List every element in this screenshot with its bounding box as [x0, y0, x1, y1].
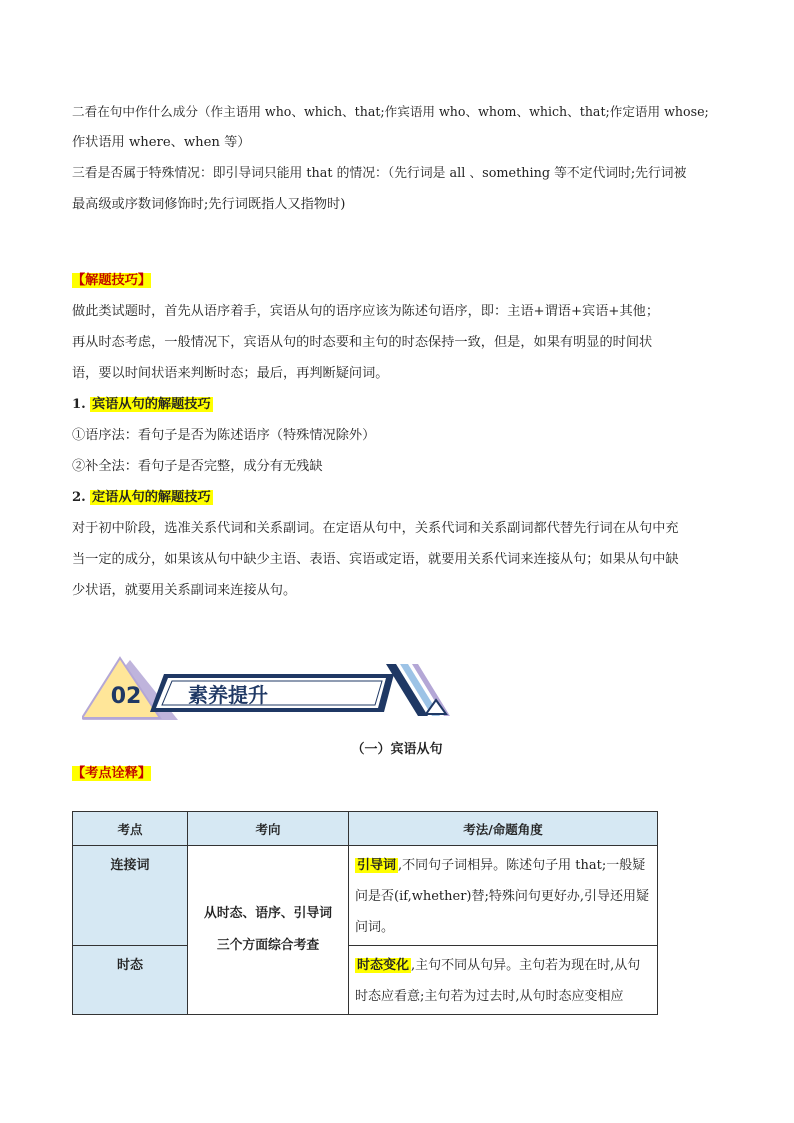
intro-paragraph — [72, 96, 724, 220]
merged-direction-line-2: 三个方面综合考查 — [216, 938, 320, 953]
table-cell-point: 时态 — [73, 946, 188, 1015]
tips-p2-line-2: 当一定的成分，如果该从句中缺少主语、表语、宾语或定语，就要用关系代词来连接从句；如果从句中缺 — [72, 552, 679, 567]
tips-p2-line-1: 对于初中阶段，选准关系代词和关系副词。在定语从句中，关系代词和关系副词都代替先行词在从句中充 — [72, 521, 679, 536]
table-row — [73, 946, 658, 1015]
angle-line-1: ,不同句子词相异。陈述句子用 that;一般疑 — [398, 858, 646, 873]
table-header-row — [73, 812, 658, 846]
table-cell-merged-direction — [188, 846, 349, 1015]
table-row — [73, 846, 658, 946]
banner-number: 02 — [110, 684, 142, 709]
tips-item-1: ①语序法：看句子是否为陈述语序（特殊情况除外） — [72, 428, 376, 443]
table-cell-angle — [349, 846, 658, 946]
tips-p2-line-3: 少状语，就要用关系副词来连接从句。 — [72, 583, 297, 598]
table-header-angle: 考法/命题角度 — [349, 812, 658, 846]
kaodian-tag-line — [72, 758, 724, 789]
merged-direction-line-1: 从时态、语序、引导词 — [204, 906, 332, 921]
intro-line-3: 三看是否属于特殊情况：即引导词只能用 that 的情况：（先行词是 all 、something 等不定代词时;先行词被 — [72, 166, 687, 181]
section-subtitle: （一）宾语从句 — [351, 742, 443, 757]
angle-line-2: 时态应看意;主句若为过去时,从句时态应变相应 — [355, 989, 624, 1004]
section-banner — [82, 656, 452, 722]
table-cell-point: 连接词 — [73, 846, 188, 946]
angle-highlight: 引导词 — [357, 858, 397, 873]
tips-heading-2 — [72, 482, 724, 513]
table-header-direction: 考向 — [188, 812, 349, 846]
tips-heading-1 — [72, 389, 724, 420]
intro-line-4: 最高级或序数词修饰时;先行词既指人又指物时) — [72, 197, 346, 212]
tips-p1-line-1: 做此类试题时，首先从语序着手，宾语从句的语序应该为陈述句语序，即：主语+谓语+宾语+其他； — [72, 304, 660, 319]
angle-highlight: 时态变化 — [357, 958, 410, 973]
tips-p1-line-2: 再从时态考虑，一般情况下，宾语从句的时态要和主句的时态保持一致，但是，如果有明显的时间状 — [72, 335, 653, 350]
intro-line-2: 作状语用 where、when 等） — [72, 135, 251, 150]
kaodian-tag: 【考点诠释】 — [72, 766, 152, 781]
tips-item-2: ②补全法：看句子是否完整，成分有无残缺 — [72, 459, 323, 474]
table-cell-angle — [349, 946, 658, 1015]
angle-line-1: ,主句不同从句异。主句若为现在时,从句 — [411, 958, 641, 973]
angle-line-3: 问词。 — [355, 920, 395, 935]
table-header-point: 考点 — [73, 812, 188, 846]
tips-p1-line-3: 语，要以时间状语来判断时态；最后，再判断疑问词。 — [72, 366, 389, 381]
banner-title: 素养提升 — [188, 683, 268, 707]
tips-section — [72, 265, 724, 606]
angle-line-2: 问是否(if,whether)替;特殊问句更好办,引导还用疑 — [355, 889, 649, 904]
tips-tag: 【解题技巧】 — [72, 273, 152, 288]
tips-heading-2-text: 定语从句的解题技巧 — [91, 490, 211, 505]
intro-line-1: 二看在句中作什么成分（作主语用 who、which、that;作宾语用 who、whom、which、that;作定语用 whose; — [72, 104, 709, 119]
tips-heading-1-text: 宾语从句的解题技巧 — [91, 397, 211, 412]
tips-heading-1-number: 1. — [72, 397, 86, 412]
tips-heading-2-number: 2. — [72, 490, 86, 505]
kaodian-table — [72, 811, 658, 1015]
